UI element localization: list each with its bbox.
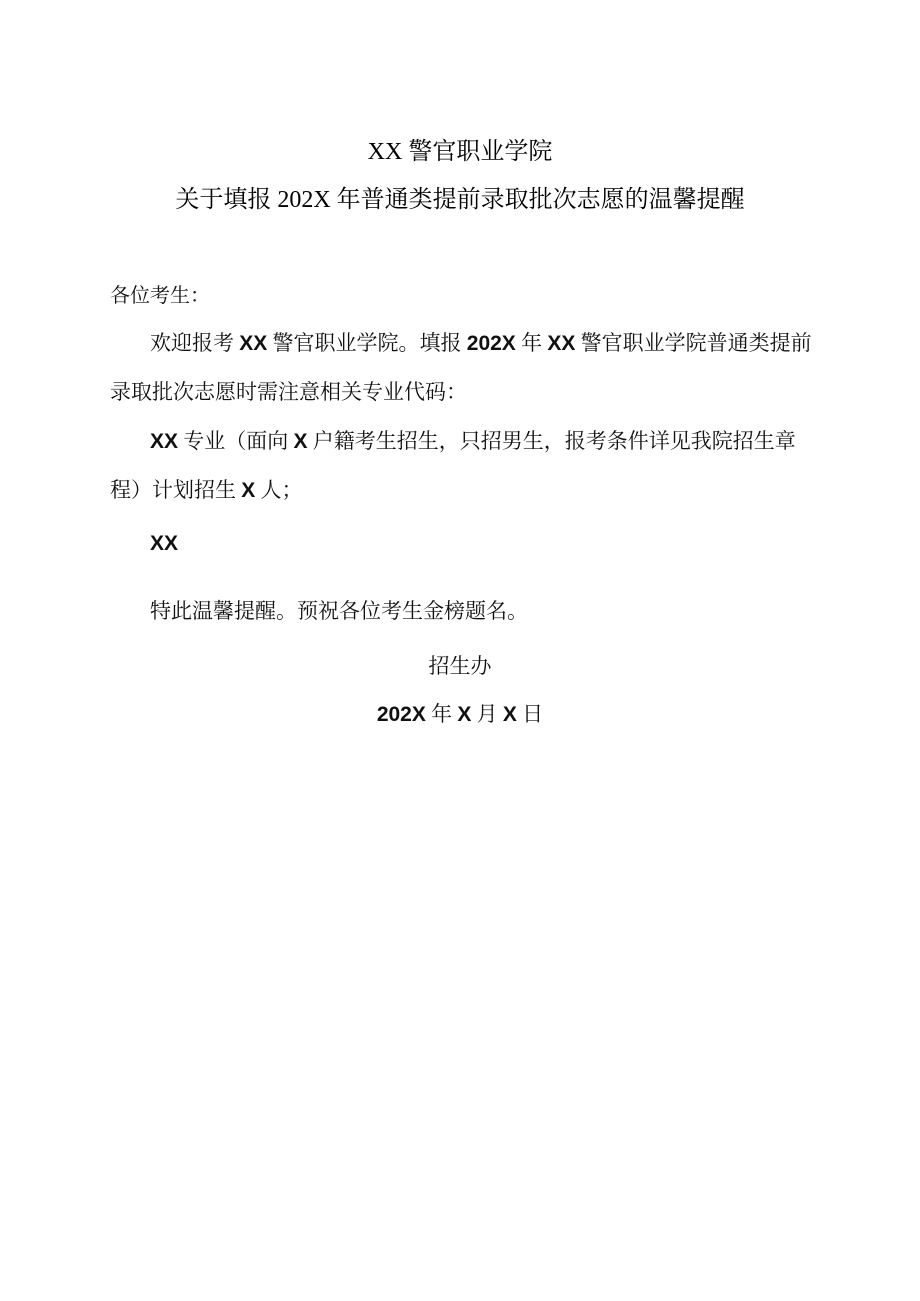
signature-issuer: 招生办 [428,654,492,678]
major-paragraph-line-1: XX 专业（面向 X 户籍考生招生，只招男生，报考条件详见我院招生章 [150,429,796,453]
latin-run: XX [239,332,268,355]
latin-run: XX [150,430,179,453]
latin-run: X [502,703,517,726]
salutation: 各位考生： [110,285,210,307]
latin-run: X [457,703,472,726]
latin-run: 202X [466,332,516,355]
latin-run: X [241,479,256,502]
document-title-school: XX 警官职业学院 [367,139,553,165]
intro-paragraph-line-1: 欢迎报考 XX 警官职业学院。填报 202X 年 XX 警官职业学院普通类提前 [150,331,812,355]
latin-run: XX [547,332,576,355]
latin-run: XX [150,532,179,555]
other-major-line [150,530,178,556]
latin-run: 202X [376,703,426,726]
intro-paragraph-line-2: 录取批次志愿时需注意相关专业代码： [110,380,467,404]
document-title-subject: 关于填报 202X 年普通类提前录取批次志愿的温馨提醒 [175,187,745,213]
major-paragraph-line-2: 程）计划招生 X 人； [110,478,303,502]
latin-run: X [293,430,308,453]
closing-remark: 特此温馨提醒。预祝各位考生金榜题名。 [150,599,528,623]
signature-date: 202X 年 X 月 X 日 [376,702,544,726]
